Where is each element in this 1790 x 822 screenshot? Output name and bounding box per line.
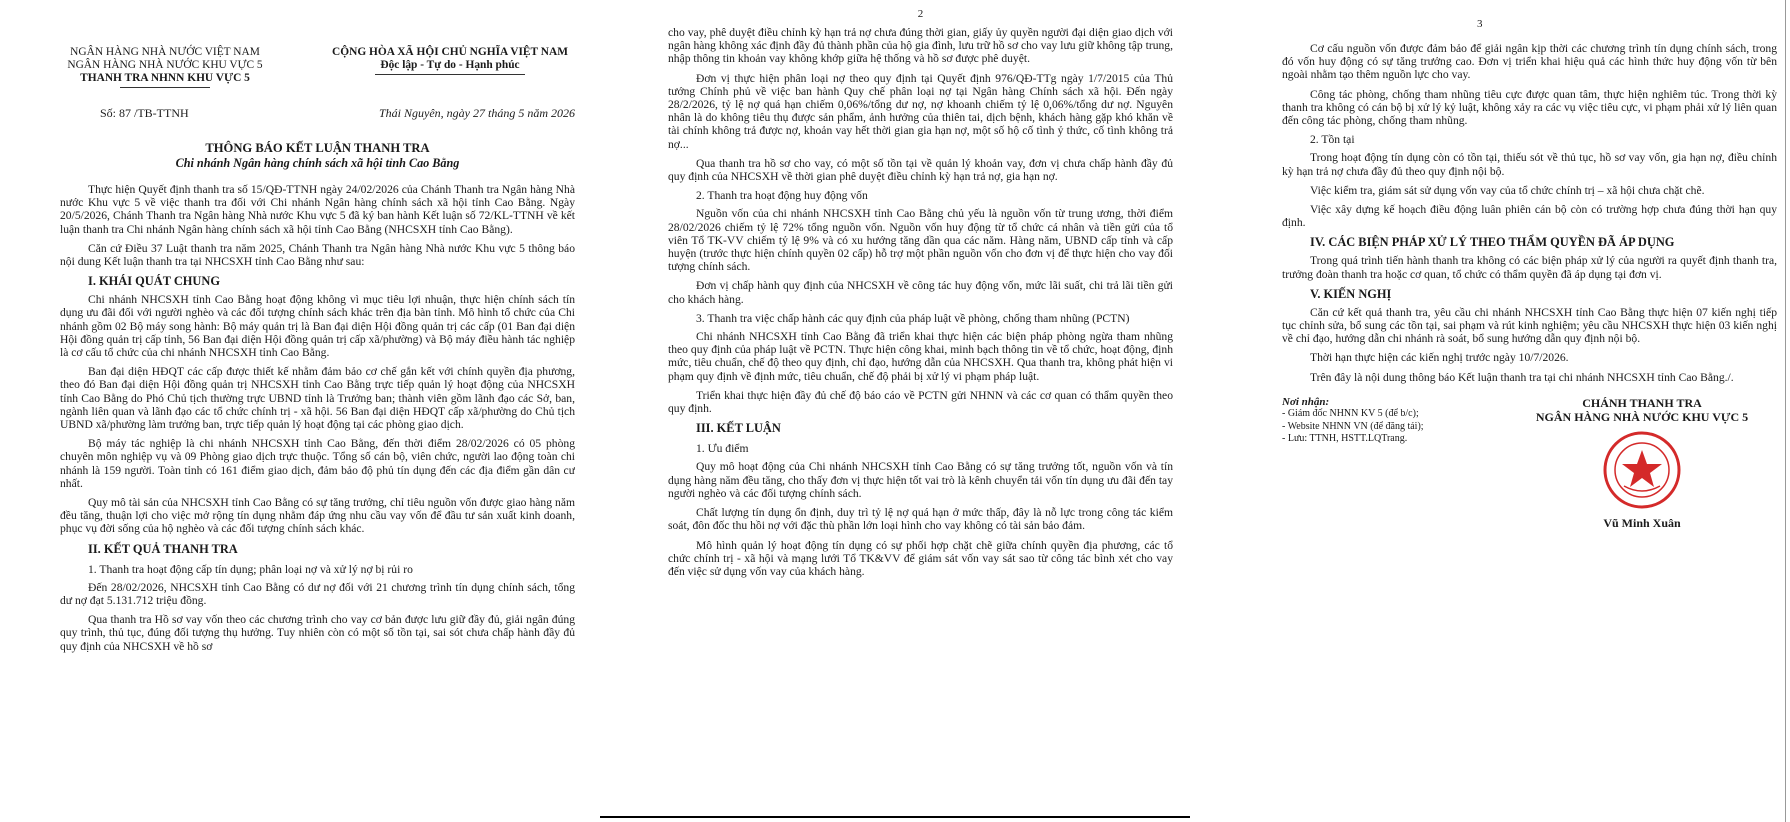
body-paragraph: Đơn vị thực hiện phân loại nợ theo quy định tại Quyết định 976/QĐ-TTg ngày 1/7/2015 của Thủ tướng Chính phủ về việc ban hành Quy chế phân loại nợ tại Ngân hàng Chính sách xã hội. Đến ngày 28/2/2026, tỷ lệ nợ quá hạn chiếm 0,06%/tổng dư nợ, nợ khoanh chiếm tỷ lệ 0,06%/tổng dư nợ. Nguyên nhân là do không tiêu thụ được sản phẩm, ảnh hưởng của thiên tai, dịch bệnh, khách hàng gặp khó khăn về tài chính không trả được nợ, khoản vay hết thời gian gia hạn nợ, một số hộ cố tình ỷ thức, cố tình không trả nợ... xyxy=(668,71,1173,151)
document-meta xyxy=(60,106,575,121)
body-paragraph: Công tác phòng, chống tham nhũng tiêu cực được quan tâm, thực hiện nghiêm túc. Trong thời kỳ thanh tra không có cán bộ bị xử lý kỷ luật, không xảy ra các vụ việc tiêu cực, vi phạm phải xử lý liên quan đến công tác phòng, chống tham nhũng. xyxy=(1282,87,1777,128)
right-edge-line xyxy=(1785,0,1786,822)
closing-block xyxy=(1282,396,1777,530)
body-paragraph: Nguồn vốn của chi nhánh NHCSXH tỉnh Cao Bằng chủ yếu là nguồn vốn từ trung ương, thời điểm 28/02/2026 chiếm tỷ lệ 72% tổng nguồn vốn. Nguồn vốn huy động từ tổ chức cá nhân và tiền gửi của tổ viên Tổ TK-VV chiếm tỷ lệ 9% và có xu hướng tăng dần qua các năm. Hàng năm, UBND cấp tỉnh và cấp huyện (trước thực hiện chính quyền 02 cấp) hỗ trợ một phần nguồn vốn cho đơn vị để thực hiện cho vay đối tượng chính sách. xyxy=(668,207,1173,274)
page-1 xyxy=(60,0,575,822)
section-heading: I. KHÁI QUÁT CHUNG xyxy=(88,274,220,289)
subsection-heading: 1. Thanh tra hoạt động cấp tín dụng; phân loại nợ và xử lý nợ bị rủi ro xyxy=(88,562,413,576)
page-number: 3 xyxy=(1477,18,1483,30)
body-paragraph: Đơn vị chấp hành quy định của NHCSXH về công tác huy động vốn, mức lãi suất, chi trả lãi tiền gửi cho khách hàng. xyxy=(668,279,1173,306)
document-number: Số: 87 /TB-TTNH xyxy=(100,106,189,120)
body-paragraph: Trong hoạt động tín dụng còn có tồn tại, thiếu sót về thủ tục, hồ sơ vay vốn, gia hạn nợ, điều chỉnh kỳ hạn trả nợ chưa đầy đủ theo quy định nội bộ. xyxy=(1282,151,1777,178)
issuer-block xyxy=(60,46,270,88)
subsection-heading: 3. Thanh tra việc chấp hành các quy định của pháp luật về phòng, chống tham nhũng (PCTN) xyxy=(696,311,1130,325)
place-date: Thái Nguyên, ngày 27 tháng 5 năm 2026 xyxy=(379,106,575,120)
intro-paragraph: Căn cứ Điều 37 Luật thanh tra năm 2025, Chánh Thanh tra Ngân hàng Nhà nước Khu vực 5 thông báo nội dung Kết luận thanh tra tại NHCSXH tỉnh Cao Bằng như sau: xyxy=(60,241,575,269)
official-seal-icon xyxy=(1602,430,1682,510)
body-paragraph: Chi nhánh NHCSXH tỉnh Cao Bằng hoạt động không vì mục tiêu lợi nhuận, thực hiện chính sách tín dụng ưu đãi đối với người nghèo và các đối tượng chính sách khác trên địa bàn tỉnh. Mô hình tổ chức của Chi nhánh gồm 02 Bộ máy song hành: Bộ máy quản trị là Ban đại diện Hội đồng quản trị các cấp (01 Ban đại diện Hội đồng quản trị cấp tỉnh, 56 Ban đại diện Hội đồng quản trị cấp xã/phường) và Bộ máy điều hành tác nghiệp là cơ cấu tổ chức của chi nhánh NHCSXH tỉnh Cao Bằng. xyxy=(60,293,575,360)
national-name: CỘNG HÒA XÃ HỘI CHỦ NGHĨA VIỆT NAM xyxy=(332,46,568,58)
national-motto-block xyxy=(325,46,575,88)
body-paragraph: Việc kiểm tra, giám sát sử dụng vốn vay của tổ chức chính trị – xã hội chưa chặt chẽ. xyxy=(1310,183,1705,197)
body-paragraph: Chi nhánh NHCSXH tỉnh Cao Bằng đã triển khai thực hiện các biện pháp phòng ngừa tham nhũng theo quy định của pháp luật về PCTN. Thực hiện công khai, minh bạch thông tin về tổ chức, hoạt động, định mức, tiêu chuẩn, chế độ theo quy định, chỉ đạo, hướng dẫn của NHCSXH. Qua thanh tra, không phát hiện vi phạm quy định về định mức, tiêu chuẩn, chế độ phải bị xử lý vi phạm pháp luật. xyxy=(668,330,1173,383)
recipients-block xyxy=(1282,396,1502,530)
body-paragraph: Việc xây dựng kế hoạch điều động luân phiên cán bộ còn có trường hợp chưa đúng thời hạn quy định. xyxy=(1282,203,1777,230)
body-paragraph: Mô hình quản lý hoạt động tín dụng có sự phối hợp chặt chẽ giữa chính quyền địa phương, các tổ chức chính trị - xã hội và mạng lưới Tổ TK&VV để giám sát vốn vay sát sao từ công tác bình xét cho vay đến việc sử dụng vốn vay của khách hàng. xyxy=(668,538,1173,578)
issuer-line-2: NGÂN HÀNG NHÀ NƯỚC KHU VỰC 5 xyxy=(67,59,263,71)
body-paragraph: Qua thanh tra Hồ sơ vay vốn theo các chương trình cho vay cơ bản được lưu giữ đầy đủ, giải ngân đúng quy trình, thủ tục, đúng đối tượng thụ hưởng. Tuy nhiên còn có một số tồn tại, sai sót chưa chấp hành đầy đủ quy định của NHCSXH về hồ sơ xyxy=(60,613,575,653)
body-paragraph: Chất lượng tín dụng ổn định, duy trì tỷ lệ nợ quá hạn ở mức thấp, đây là nỗ lực trong công tác kiểm soát, đôn đốc thu hồi nợ với đặc thù phần lớn loại hình cho vay không có tài sản bảo đảm. xyxy=(668,506,1173,533)
body-paragraph: Trên đây là nội dung thông báo Kết luận thanh tra tại chi nhánh NHCSXH tỉnh Cao Bằng./. xyxy=(1310,370,1734,384)
section-heading: II. KẾT QUẢ THANH TRA xyxy=(88,541,238,556)
motto-underline xyxy=(375,74,525,75)
body-paragraph: Ban đại diện HĐQT các cấp được thiết kế nhằm đảm bảo cơ chế gắn kết với chính quyền địa phương, theo đó Ban đại diện Hội đồng quản trị NHCSXH tỉnh Cao Bằng trực tiếp quản lý hoạt động của NHCSXH tỉnh Cao Bằng do Phó Chủ tịch thường trực UBND tỉnh là Trưởng ban; thành viên gồm lãnh đạo các Sở, ban, ngành liên quan và lãnh đạo các tổ chức chính trị - xã hội. 56 Ban đại diện HĐQT cấp xã/phường do Chủ tịch UBND xã/phường làm trưởng ban, trực tiếp quản lý hoạt động tại các phòng giao dịch. xyxy=(60,365,575,432)
body-paragraph: Qua thanh tra hồ sơ cho vay, có một số tồn tại về quản lý khoản vay, đơn vị chưa chấp hành đầy đủ quy định của NHCSXH về thời gian phê duyệt điều chỉnh kỳ hạn trả nợ, gia hạn nợ. xyxy=(668,156,1173,184)
intro-paragraph: Thực hiện Quyết định thanh tra số 15/QĐ-TTNH ngày 24/02/2026 của Chánh Thanh tra Ngân hàng Nhà nước Khu vực 5 về việc thanh tra đối với Chi nhánh Ngân hàng chính sách xã hội tỉnh Cao Bằng. Ngày 20/5/2026, Chánh Thanh tra Ngân hàng Nhà nước Khu vực 5 đã ký ban hành Kết luận số 72/KL-TTNH về kết luận thanh tra Chi nhánh Ngân hàng chính sách xã hội tỉnh Cao Bằng (NHCSXH tỉnh Cao Bằng). xyxy=(60,183,575,236)
page-bottom-divider xyxy=(600,816,1190,818)
section-heading: III. KẾT LUẬN xyxy=(696,421,781,436)
body-paragraph: Thời hạn thực hiện các kiến nghị trước ngày 10/7/2026. xyxy=(1310,351,1569,365)
body-paragraph: Cơ cấu nguồn vốn được đảm bảo để giải ngân kịp thời các chương trình tín dụng chính sách, trong đó vốn huy động có sự tăng trưởng cao. Đơn vị triển khai hiệu quả các hình thức huy động vốn từ bên ngoài nhằm tạo thêm nguồn lực cho vay. xyxy=(1282,42,1777,82)
document-header xyxy=(60,46,575,88)
page-3 xyxy=(1282,0,1777,822)
document-subtitle: Chi nhánh Ngân hàng chính sách xã hội tỉnh Cao Bằng xyxy=(175,156,460,170)
body-paragraph: Trong quá trình tiến hành thanh tra không có các biện pháp xử lý của người ra quyết định thanh tra, trưởng đoàn thanh tra hoặc cơ quan, tổ chức có thẩm quyền đã áp dụng tại đơn vị. xyxy=(1282,254,1777,281)
signer-name: Vũ Minh Xuân xyxy=(1603,515,1681,530)
issuer-underline xyxy=(120,87,210,88)
subsection-heading: 1. Ưu điểm xyxy=(696,442,749,456)
section-heading: V. KIẾN NGHỊ xyxy=(1310,286,1392,301)
body-paragraph: Bộ máy tác nghiệp là chi nhánh NHCSXH tỉnh Cao Bằng, đến thời điểm 28/02/2026 có 05 phòng chuyên môn nghiệp vụ và 09 Phòng giao dịch trực thuộc. Tổng số cán bộ, viên chức, người lao động toàn chi nhánh là 159 người. Toàn tỉnh có 161 điểm giao dịch, đảm bảo độ phủ tín dụng đến các địa điểm gần dân cư nhất. xyxy=(60,437,575,490)
national-motto: Độc lập - Tự do - Hạnh phúc xyxy=(380,59,520,71)
page-number: 2 xyxy=(917,8,924,20)
issuer-line-3: THANH TRA NHNN KHU VỰC 5 xyxy=(80,72,250,84)
recipient-item: - Giám đốc NHNN KV 5 (để b/c); xyxy=(1282,408,1419,420)
section-heading: IV. CÁC BIỆN PHÁP XỬ LÝ THEO THẨM QUYỀN ĐÃ ÁP DỤNG xyxy=(1310,235,1675,250)
recipient-item: - Website NHNN VN (để đăng tải); xyxy=(1282,420,1424,432)
issuer-line-1: NGÂN HÀNG NHÀ NƯỚC VIỆT NAM xyxy=(70,46,260,58)
subsection-heading: 2. Tồn tại xyxy=(1310,133,1355,147)
body-paragraph: Đến 28/02/2026, NHCSXH tỉnh Cao Bằng có dư nợ đối với 21 chương trình tín dụng chính sách, tổng dư nợ đạt 5.131.712 triệu đồng. xyxy=(60,580,575,608)
body-paragraph: Căn cứ kết quả thanh tra, yêu cầu chi nhánh NHCSXH tỉnh Cao Bằng thực hiện 07 kiến nghị tiếp tục chỉnh sửa, bổ sung các tồn tại, sai phạm và rút kinh nghiệm; yêu cầu NHCSXH thực hiện 03 kiến nghị về chỉ đạo, hướng dẫn chi nhánh rà soát, bổ sung hướng dẫn quy định nội bộ. xyxy=(1282,305,1777,346)
subsection-heading: 2. Thanh tra hoạt động huy động vốn xyxy=(696,189,868,203)
recipients-title: Nơi nhận: xyxy=(1282,395,1330,408)
recipient-item: - Lưu: TTNH, HSTT.LQTrang. xyxy=(1282,433,1408,445)
signer-title-line-1: CHÁNH THANH TRA xyxy=(1582,395,1702,410)
body-paragraph: Quy mô tài sản của NHCSXH tỉnh Cao Bằng có sự tăng trưởng, chỉ tiêu nguồn vốn được giao hàng năm đều tăng, thuận lợi cho việc mở rộng tín dụng nhằm đáp ứng nhu cầu vay vốn để đầu tư sản xuất kinh doanh, phục vụ đời sống của hộ nghèo và các đối tượng chính sách khác. xyxy=(60,496,575,536)
signer-title-line-2: NGÂN HÀNG NHÀ NƯỚC KHU VỰC 5 xyxy=(1535,409,1749,424)
body-paragraph: cho vay, phê duyệt điều chỉnh kỳ hạn trả nợ chưa đúng thời gian, giấy ủy quyền người đại diện giao dịch với ngân hàng không xác định đầy đủ thành phần của hộ gia đình, lưu trữ hồ sơ cho vay lưu giữ không tập trung, nhập thông tin khoản vay không khớp giữa hệ thống và hồ sơ được phê duyệt. xyxy=(668,26,1173,66)
body-paragraph: Quy mô hoạt động của Chi nhánh NHCSXH tỉnh Cao Bằng có sự tăng trưởng tốt, nguồn vốn và tín dụng hàng năm đều tăng, cho thấy đơn vị thực hiện tốt vai trò là kênh chuyển tải vốn tín dụng ưu đãi đến tay người nghèo và các đối tượng chính sách. xyxy=(668,460,1173,500)
document-title: THÔNG BÁO KẾT LUẬN THANH TRA xyxy=(205,141,430,155)
signature-block xyxy=(1507,396,1777,530)
page-2 xyxy=(668,0,1173,822)
body-paragraph: Triển khai thực hiện đầy đủ chế độ báo cáo về PCTN gửi NHNN và các cơ quan có thẩm quyền theo quy định. xyxy=(668,388,1173,416)
